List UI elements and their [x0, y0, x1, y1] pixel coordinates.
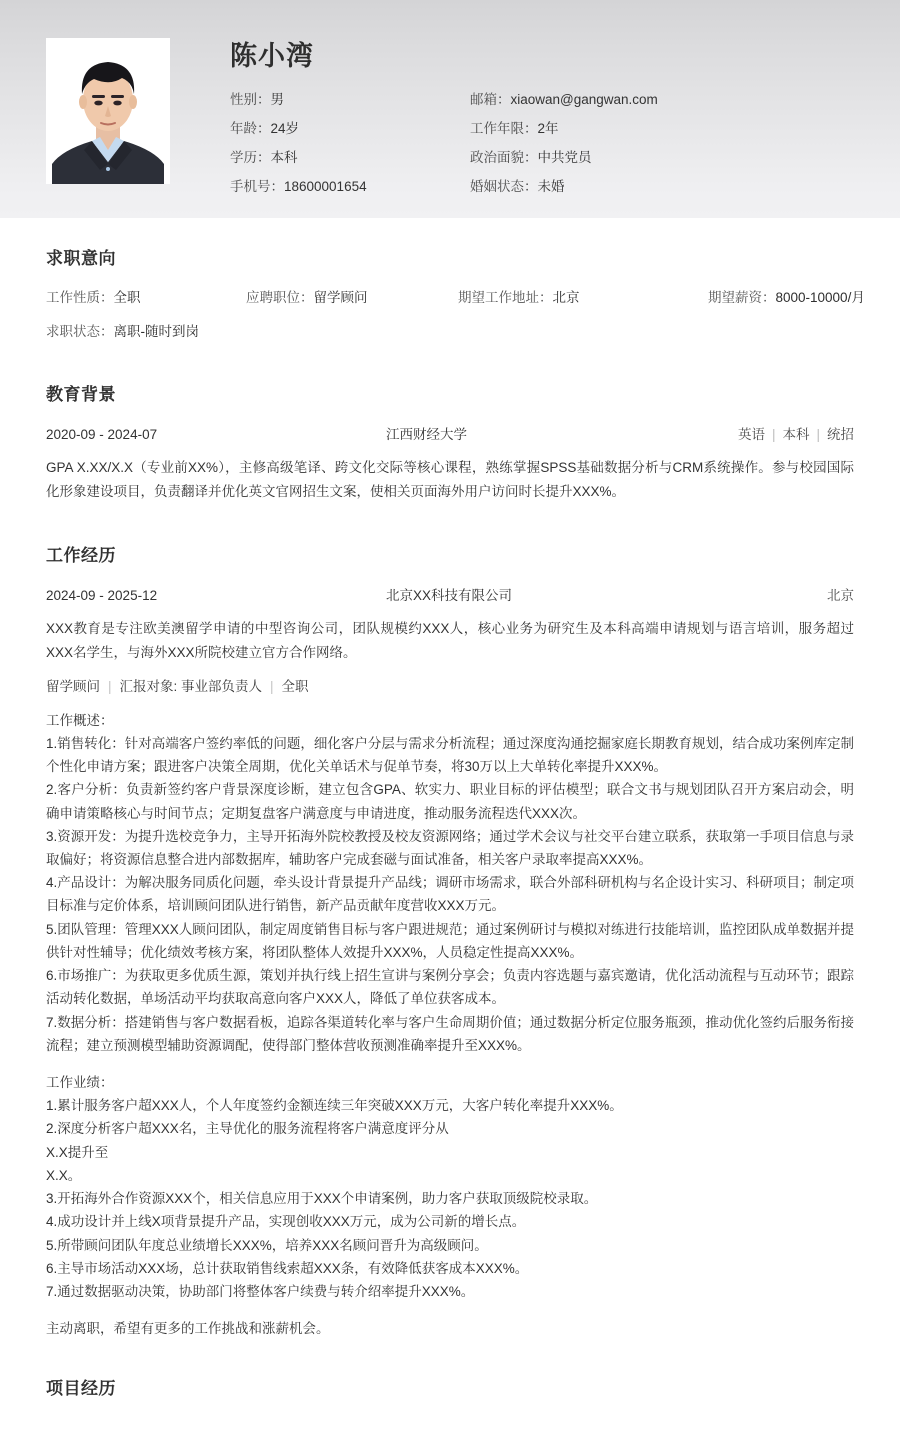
work-overview-item: 1.销售转化：针对高端客户签约率低的问题，细化客户分层与需求分析流程；通过深度沟通挖掘家庭长期教育规划，结合成功案例库定制个性化申请方案；跟进客户决策全周期，优化关单话术与促单节奏，将30万以上大单转化率提升XXX%。	[46, 735, 854, 775]
work-overview-item: 2.客户分析：负责新签约客户背景深度诊断，建立包含GPA、软实力、职业目标的评估模型；联合文书与规划团队召开方案启动会，明确申请策略核心与时间节点；定期复盘客户满意度与申请进度，推动服务流程迭代XXX次。	[46, 782, 854, 821]
resume-content	[0, 218, 900, 1447]
work-achievement-item: 2.深度分析客户超XXX名，主导优化的服务流程将客户满意度评分从	[46, 1121, 449, 1137]
job-intention-position	[246, 287, 458, 309]
education-tag-degree: 本科	[782, 427, 810, 443]
profile-field-age	[230, 119, 470, 139]
profile-field-email-value: xiaowan@gangwan.com	[510, 91, 658, 107]
work-overview-item: 6.市场推广：为获取更多优质生源，策划并执行线上招生宣讲与案例分享会；负责内容选题与嘉宾邀请，优化活动流程与互动环节；跟踪活动转化数据，单场活动平均获取高意向客户XXX人，降低了单位获客成本。	[46, 968, 854, 1007]
work-overview-title: 工作概述：	[46, 712, 114, 728]
education-tag-major: 英语	[737, 427, 765, 443]
work-achievement-item: X.X。	[46, 1167, 82, 1183]
section-title-work-experience: 工作经历	[46, 546, 116, 566]
section-projects	[46, 1340, 854, 1399]
work-tag-separator-2: |	[270, 678, 274, 694]
education-date: 2020-09 - 2024-07	[46, 427, 158, 443]
avatar	[46, 38, 170, 184]
work-achievement-item: 1.累计服务客户超XXX人，个人年度签约金额连续三年突破XXX万元，大客户转化率提升XXX%。	[46, 1098, 623, 1114]
profile-field-gender	[230, 90, 470, 110]
profile-field-experience	[470, 119, 854, 139]
education-tag-admission: 统招	[827, 427, 854, 443]
profile-field-marital-status-value: 未婚	[537, 179, 565, 195]
work-achievement-item: X.X提升至	[46, 1144, 109, 1160]
profile-field-marital-status-label: 婚姻状态：	[470, 179, 538, 195]
profile-field-age-value: 24岁	[270, 120, 300, 136]
profile-field-email	[470, 90, 854, 110]
work-achievement-item: 4.成功设计并上线X项背景提升产品，实现创收XXX万元，成为公司新的增长点。	[46, 1214, 526, 1230]
profile-field-experience-label: 工作年限：	[470, 120, 538, 136]
work-section-spacer	[46, 1057, 854, 1071]
work-overview-item: 3.资源开发：为提升选校竞争力，主导开拓海外院校教授及校友资源网络；通过学术会议与社交平台建立联系，获取第一手项目信息与录取偏好；将资源信息整合进内部数据库，辅助客户完成套磁与面试准备，相关客户录取率提高XXX%。	[46, 828, 854, 867]
work-overview-item: 5.团队管理：管理XXX人顾问团队，制定周度销售目标与客户跟进规范；通过案例研讨与模拟对练进行技能培训，监控团队成单数据并提供针对性辅导；优化绩效考核方案，将团队整体人效提升XXX%，人员稳定性提高XXX%。	[46, 921, 854, 960]
job-intention-position-label: 应聘职位：	[246, 290, 314, 305]
job-intention-row-2	[46, 321, 854, 343]
work-achievement-title: 工作业绩：	[46, 1074, 114, 1090]
job-intention-status-label: 求职状态：	[46, 323, 114, 339]
work-date: 2024-09 - 2025-12	[46, 588, 158, 604]
profile-field-gender-label: 性别：	[230, 91, 271, 107]
education-entry-header	[46, 423, 854, 443]
job-intention-employment-type	[46, 287, 246, 309]
profile-field-degree	[230, 148, 470, 168]
job-intention-location	[458, 287, 708, 309]
work-tag-report-to: 汇报对象: 事业部负责人	[119, 678, 263, 694]
education-tags	[738, 423, 854, 443]
section-work-experience	[46, 515, 854, 1340]
work-tags	[46, 675, 854, 695]
page-title: 陈小湾	[230, 41, 314, 71]
profile-field-age-label: 年龄：	[230, 120, 271, 136]
profile-field-political-status	[470, 148, 854, 168]
profile-meta-grid	[230, 90, 854, 198]
profile-field-gender-value: 男	[270, 91, 284, 107]
profile-field-political-status-label: 政治面貌：	[470, 150, 538, 166]
profile-header	[0, 0, 900, 218]
work-achievement-item: 5.所带顾问团队年度总业绩增长XXX%，培养XXX名顾问晋升为高级顾问。	[46, 1237, 488, 1253]
job-intention-salary	[708, 287, 865, 309]
section-title-education: 教育背景	[46, 385, 116, 405]
work-achievement-item: 7.通过数据驱动决策，协助部门将整体客户续费与转介绍率提升XXX%。	[46, 1283, 475, 1299]
work-tag-separator-1: |	[108, 678, 112, 694]
work-tag-title: 留学顾问	[46, 678, 100, 694]
section-title-job-intention: 求职意向	[46, 249, 116, 268]
job-intention-employment-type-label: 工作性质：	[46, 290, 114, 305]
work-overview-item: 4.产品设计：为解决服务同质化问题，牵头设计背景提升产品线；调研市场需求，联合外部科研机构与名企设计实习、科研项目；制定项目标准与定价体系，培训顾问团队进行销售，新产品贡献年度营收XXX万元。	[46, 875, 854, 914]
profile-field-political-status-value: 中共党员	[537, 150, 592, 166]
profile-field-email-label: 邮箱：	[470, 91, 511, 107]
profile-field-degree-value: 本科	[270, 150, 298, 166]
education-tag-separator-1: |	[771, 427, 776, 443]
work-location: 北京	[827, 588, 854, 604]
job-intention-position-value: 留学顾问	[313, 290, 368, 305]
job-intention-status	[46, 321, 246, 343]
work-tag-employment-type: 全职	[281, 678, 309, 694]
profile-photo-icon	[46, 38, 170, 184]
section-title-projects: 项目经历	[46, 1379, 116, 1399]
education-description: GPA X.XX/X.X（专业前XX%），主修高级笔译、跨文化交际等核心课程，熟练掌握SPSS基础数据分析与CRM系统操作。参与校园国际化形象建设项目，负责翻译并优化英文官网招生文案，使相关页面海外用户访问时长提升XXX%。	[46, 460, 854, 499]
job-intention-salary-value: 8000-10000/月	[775, 290, 865, 305]
work-company-intro: XXX教育是专注欧美澳留学申请的中型咨询公司，团队规模约XXX人，核心业务为研究生及本科高端申请规划与语言培训，服务超过XXX名学生，与海外XXX所院校建立官方合作网络。	[46, 621, 854, 661]
job-intention-status-value: 离职-随时到岗	[113, 323, 199, 339]
work-achievement-item: 3.开拓海外合作资源XXX个，相关信息应用于XXX个申请案例，助力客户获取顶级院校录取。	[46, 1191, 598, 1207]
profile-field-degree-label: 学历：	[230, 150, 271, 166]
job-intention-employment-type-value: 全职	[113, 290, 141, 305]
job-intention-row-1	[46, 287, 865, 309]
job-intention-location-label: 期望工作地址：	[458, 290, 553, 305]
section-job-intention	[46, 218, 865, 342]
profile-field-experience-value: 2年	[537, 120, 559, 136]
profile-field-phone-value: 18600001654	[284, 179, 367, 195]
education-tag-separator-2: |	[816, 427, 820, 443]
work-closing-note: 主动离职，希望有更多的工作挑战和涨薪机会。	[46, 1321, 330, 1337]
job-intention-salary-label: 期望薪资：	[708, 290, 776, 305]
education-school: 江西财经大学	[386, 427, 467, 443]
work-entry-header	[46, 584, 854, 604]
job-intention-location-value: 北京	[552, 290, 580, 305]
work-achievement-item: 6.主导市场活动XXX场，总计获取销售线索超XXX条，有效降低获客成本XXX%。	[46, 1260, 529, 1276]
work-company: 北京XX科技有限公司	[386, 588, 513, 604]
profile-field-phone-label: 手机号：	[230, 179, 284, 195]
section-education	[46, 354, 854, 503]
work-overview-item: 7.数据分析：搭建销售与客户数据看板，追踪各渠道转化率与客户生命周期价值；通过数据分析定位服务瓶颈，推动优化签约后服务衔接流程；建立预测模型辅助资源调配，使得部门整体营收预测准确率提升至XXX%。	[46, 1014, 854, 1053]
profile-field-marital-status	[470, 177, 854, 197]
profile-field-phone	[230, 177, 470, 197]
